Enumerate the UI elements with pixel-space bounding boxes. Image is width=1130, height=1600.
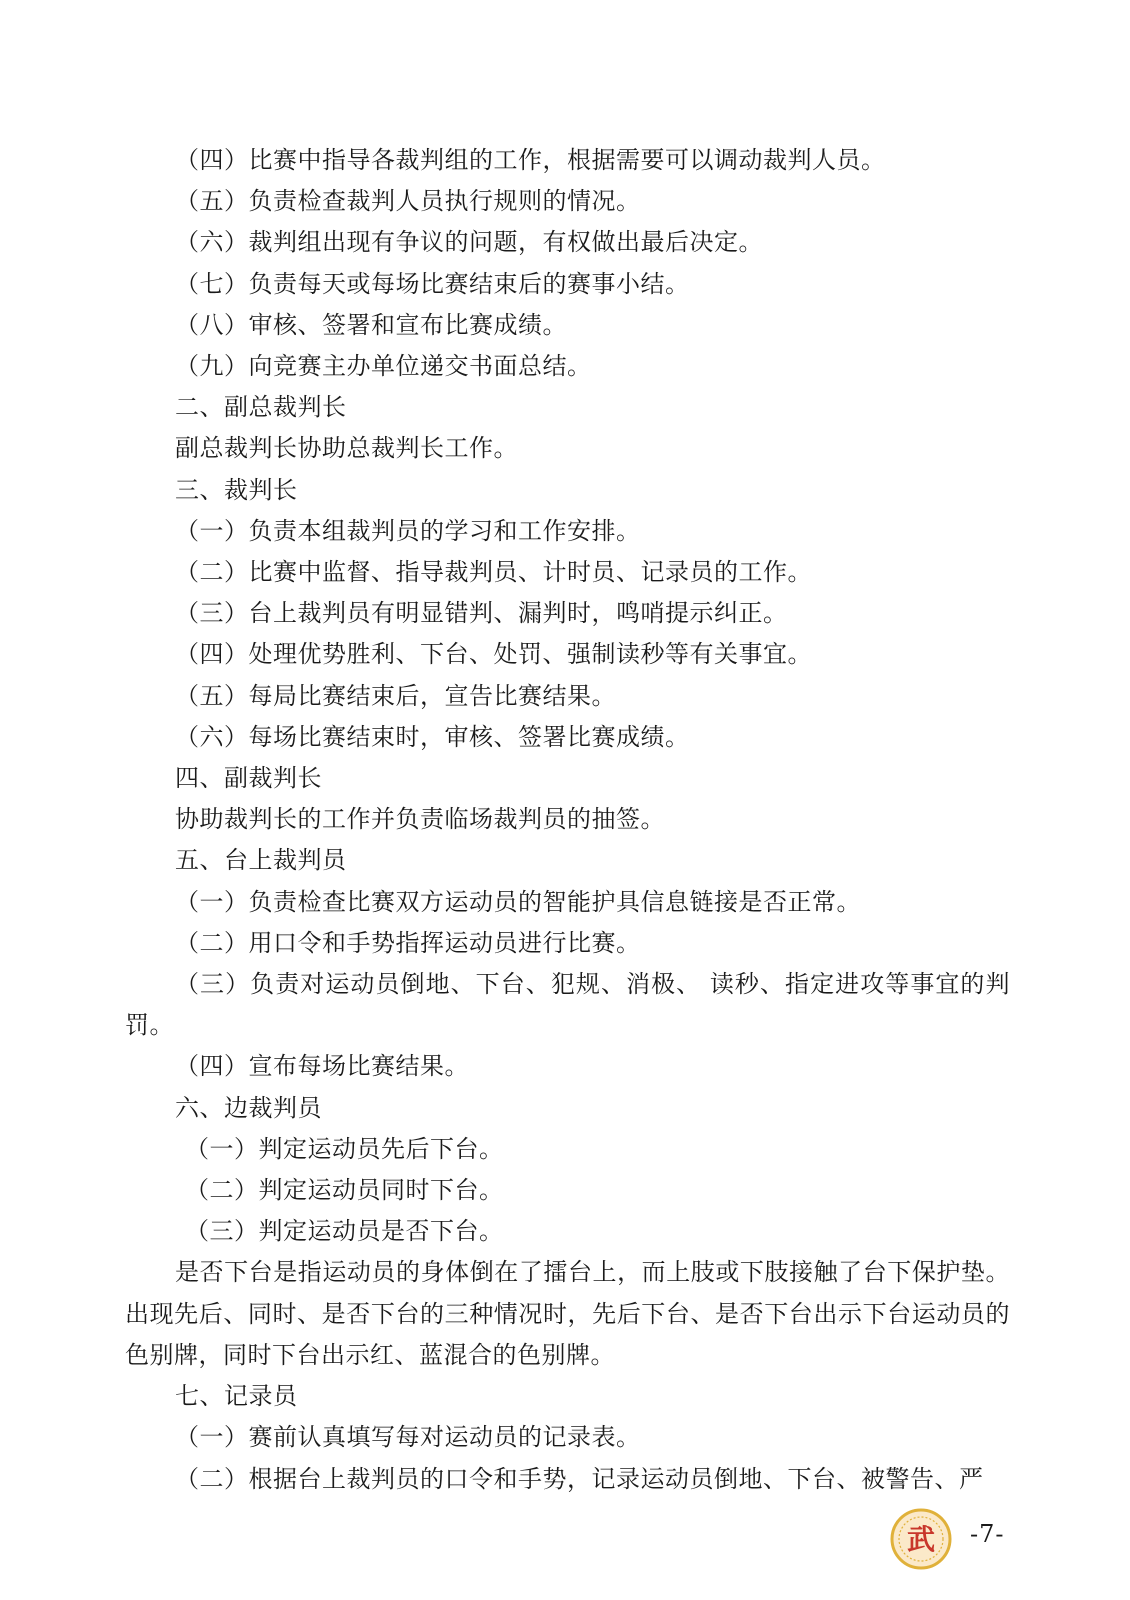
text-line: （二）根据台上裁判员的口令和手势，记录运动员倒地、下台、被警告、严 [175,1464,984,1493]
text-paragraph: （三）负责对运动员倒地、下台、犯规、消极、 读秒、指定进攻等事宜的判罚。 [125,970,1010,1040]
text-line: （一）赛前认真填写每对运动员的记录表。 [175,1423,641,1452]
text-line: （八）审核、签署和宣布比赛成绩。 [175,310,567,339]
text-line: （二）判定运动员同时下台。 [185,1176,504,1205]
text-line: （二）用口令和手势指挥运动员进行比赛。 [175,928,641,957]
text-line: （一）负责本组裁判员的学习和工作安排。 [175,516,641,545]
text-line: （四）比赛中指导各裁判组的工作，根据需要可以调动裁判人员。 [175,146,886,174]
text-line: （四）宣布每场比赛结果。 [175,1052,469,1081]
section-heading: 六、边裁判员 [175,1093,322,1122]
text-line: （二）比赛中监督、指导裁判员、计时员、记录员的工作。 [175,558,812,587]
section-heading: 五、台上裁判员 [175,846,347,875]
text-line: （一）判定运动员先后下台。 [185,1134,504,1163]
document-body [125,140,1010,1500]
text-line: （一）负责检查比赛双方运动员的智能护具信息链接是否正常。 [175,887,861,916]
text-line: （六）裁判组出现有争议的问题，有权做出最后决定。 [175,228,763,257]
page-footer [890,1500,1030,1580]
wushu-seal-icon [890,1508,952,1570]
text-line: （三）台上裁判员有明显错判、漏判时，鸣哨提示纠正。 [175,599,788,628]
text-paragraph: 是否下台是指运动员的身体倒在了擂台上，而上肢或下肢接触了台下保护垫。出现先后、同时、是否下台的三种情况时，先后下台、是否下台出示下台运动员的色别牌，同时下台出示红、蓝混合的色别牌。 [125,1258,1010,1369]
page-number: -7- [970,1520,1005,1548]
text-line: 副总裁判长协助总裁判长工作。 [175,434,518,463]
section-heading: 七、记录员 [175,1382,298,1411]
section-heading: 四、副裁判长 [175,764,322,793]
section-heading: 三、裁判长 [175,475,298,504]
text-line: （七）负责每天或每场比赛结束后的赛事小结。 [175,269,690,298]
section-heading: 二、副总裁判长 [175,393,347,422]
text-line: （三）判定运动员是否下台。 [185,1217,504,1246]
text-line: （五）每局比赛结束后，宣告比赛结果。 [175,681,616,710]
text-line: （六）每场比赛结束时，审核、签署比赛成绩。 [175,722,690,751]
text-line: （四）处理优势胜利、下台、处罚、强制读秒等有关事宜。 [175,640,812,669]
text-line: 协助裁判长的工作并负责临场裁判员的抽签。 [175,805,665,834]
text-line: （九）向竞赛主办单位递交书面总结。 [175,352,592,381]
text-line: （五）负责检查裁判人员执行规则的情况。 [175,187,641,216]
seal-glyph: 武 [906,1523,936,1556]
